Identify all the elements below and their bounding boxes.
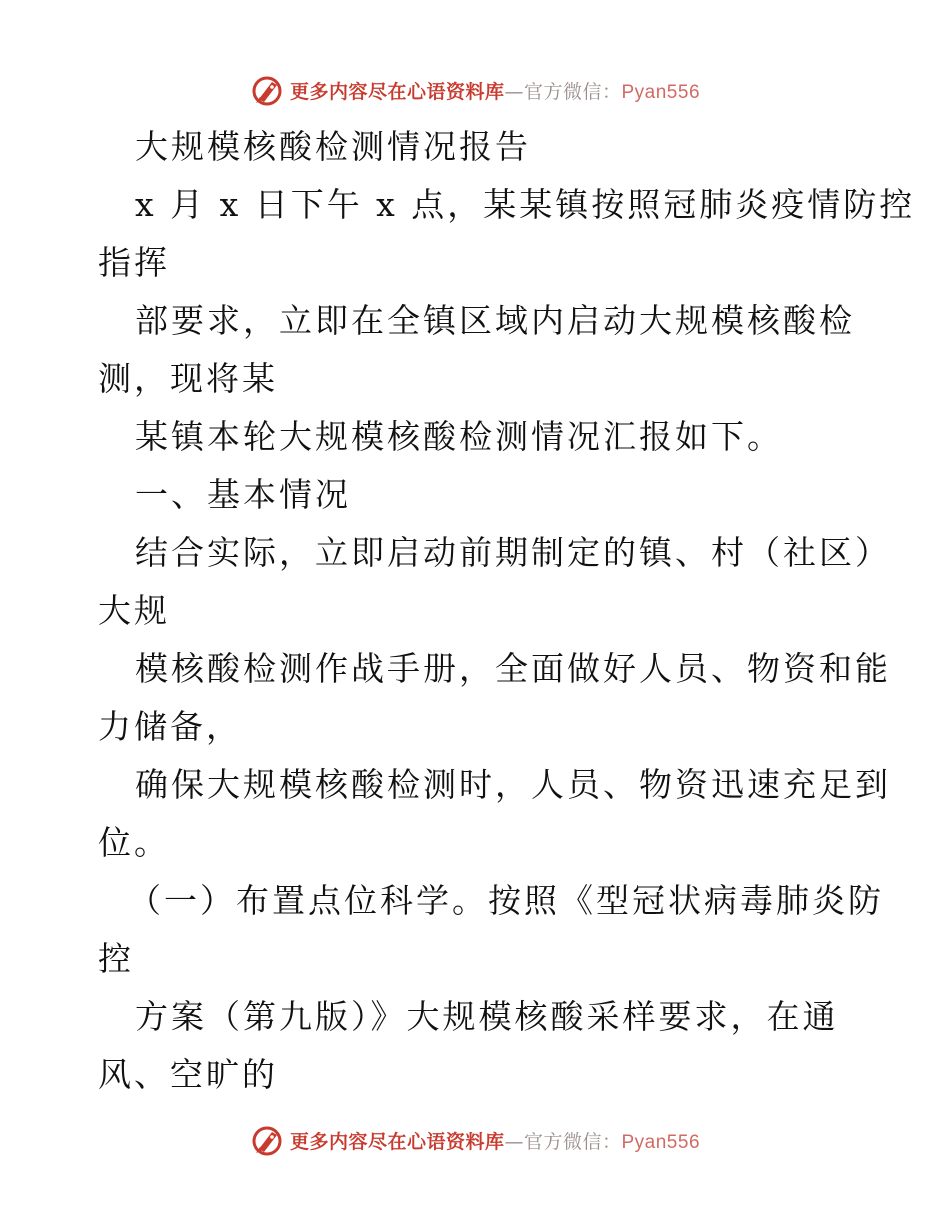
banner-dash: — bbox=[504, 80, 524, 103]
paragraph-line: 位。 bbox=[98, 823, 170, 862]
paragraph-line: 方案（第九版）》大规模核酸采样要求，在通 bbox=[135, 997, 839, 1036]
header-watermark-banner bbox=[0, 70, 950, 110]
document-title: 大规模核酸检测情况报告 bbox=[135, 127, 531, 166]
banner-wechat-id: Pyan556 bbox=[621, 1131, 701, 1153]
paragraph-line: 某镇本轮大规模核酸检测情况汇报如下。 bbox=[135, 417, 783, 456]
pen-nib-logo-icon bbox=[250, 73, 284, 107]
paragraph-line: 测，现将某 bbox=[98, 359, 278, 398]
subsection-heading: （一）布置点位科学。按照《型冠状病毒肺炎防 bbox=[128, 881, 884, 920]
section-heading: 一、基本情况 bbox=[135, 475, 351, 514]
paragraph-line: 模核酸检测作战手册，全面做好人员、物资和能 bbox=[135, 649, 891, 688]
paragraph-line: 风、空旷的 bbox=[98, 1055, 278, 1094]
banner-wechat-label: 官方微信： bbox=[523, 1130, 622, 1153]
paragraph-line: 控 bbox=[98, 939, 134, 978]
banner-wechat-label: 官方微信： bbox=[523, 80, 622, 103]
paragraph-line: 指挥 bbox=[98, 243, 170, 282]
footer-watermark-banner bbox=[0, 1120, 950, 1160]
paragraph-line: 部要求，立即在全镇区域内启动大规模核酸检 bbox=[135, 301, 855, 340]
pen-nib-logo-icon bbox=[250, 1123, 284, 1157]
paragraph-line: 结合实际，立即启动前期制定的镇、村（社区） bbox=[135, 533, 891, 572]
banner-site-text: 更多内容尽在心语资料库 bbox=[289, 1130, 505, 1153]
paragraph-line: 大规 bbox=[98, 591, 170, 630]
banner-site-text: 更多内容尽在心语资料库 bbox=[289, 80, 505, 103]
document-body bbox=[98, 118, 916, 1104]
paragraph-line: x 月 x 日下午 x 点，某某镇按照冠肺炎疫情防控 bbox=[135, 185, 916, 224]
banner-wechat-id: Pyan556 bbox=[621, 81, 701, 103]
banner-dash: — bbox=[504, 1130, 524, 1153]
paragraph-line: 确保大规模核酸检测时，人员、物资迅速充足到 bbox=[135, 765, 891, 804]
paragraph-line: 力储备， bbox=[98, 707, 242, 746]
